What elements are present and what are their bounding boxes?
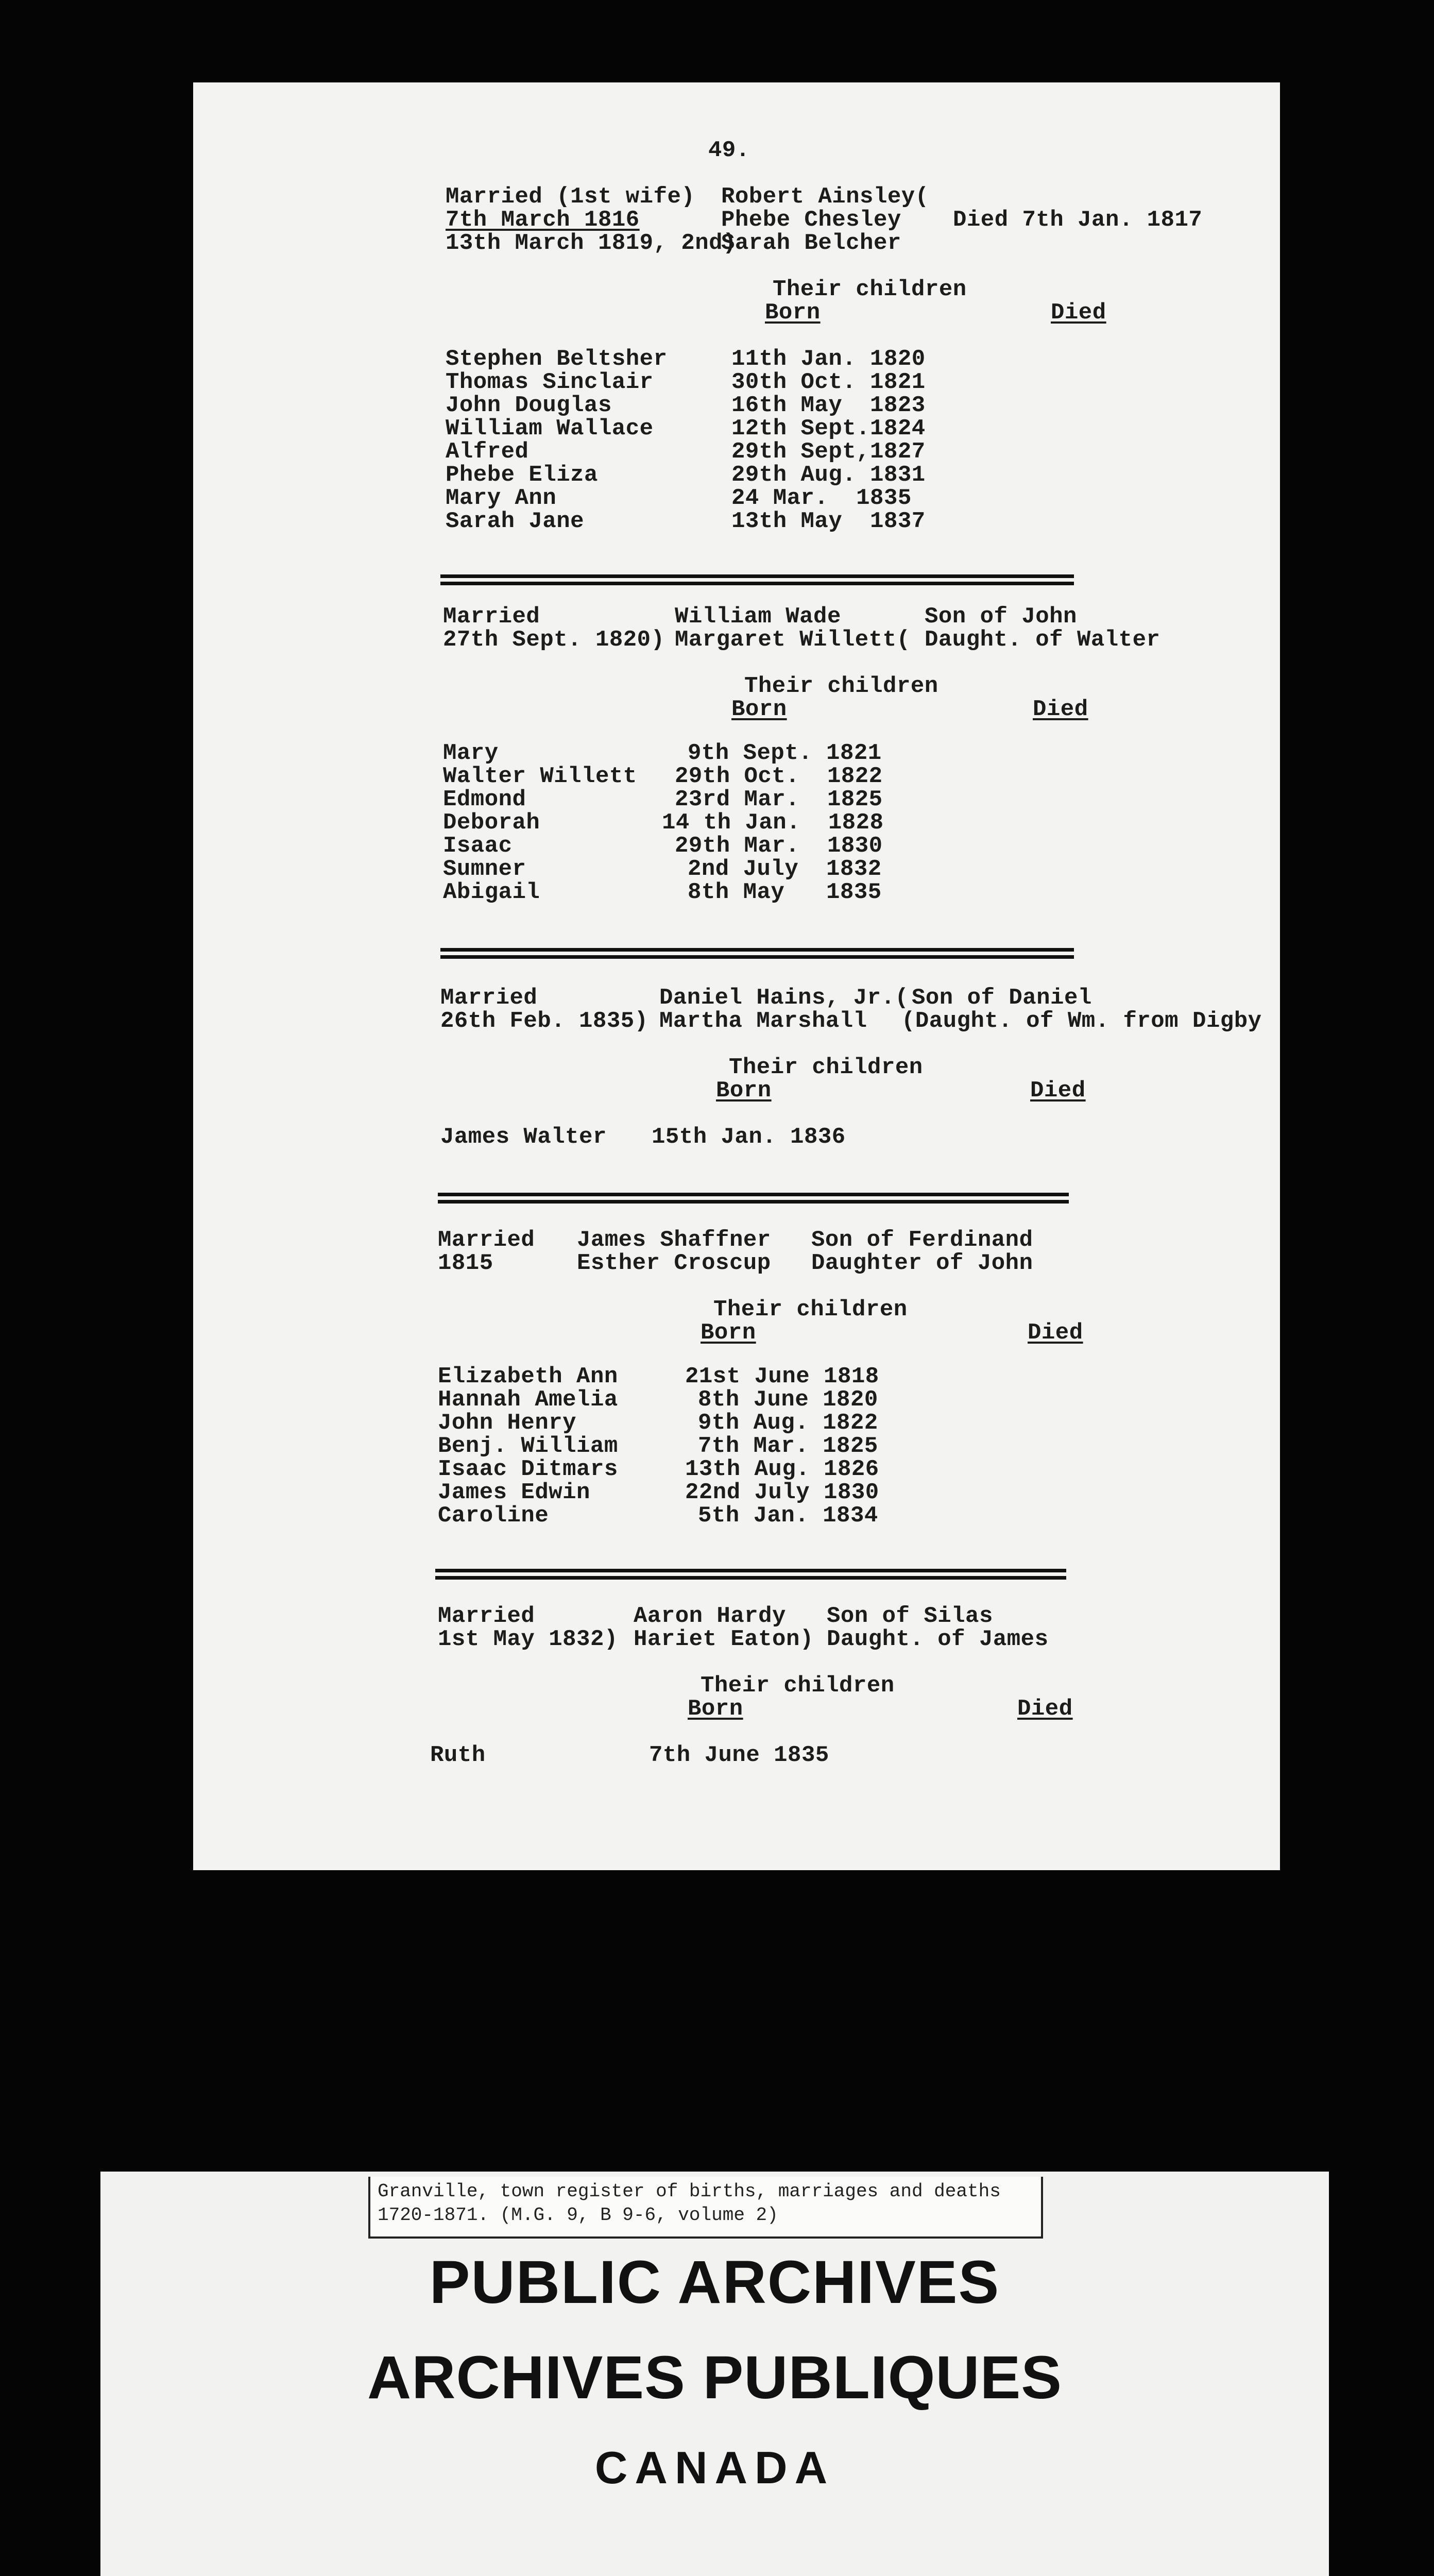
- catalog-slip: [368, 2177, 1043, 2239]
- marriage-date: 7th March 1816: [446, 207, 640, 233]
- child-name: Abigail: [443, 879, 540, 905]
- married-label: Married: [438, 1227, 535, 1253]
- groom-name: James Shaffner: [577, 1227, 771, 1253]
- child-name: Stephen Beltsher: [446, 346, 668, 372]
- archive-country: CANADA: [594, 2442, 835, 2493]
- child-name: William Wallace: [446, 416, 654, 442]
- child-name: James Walter: [440, 1124, 607, 1150]
- child-name: Walter Willett: [443, 764, 637, 789]
- born-column-header: Born: [765, 300, 821, 326]
- section-divider: [440, 574, 1074, 585]
- child-name: Elizabeth Ann: [438, 1364, 618, 1389]
- born-column-header: Born: [731, 697, 787, 722]
- child-name: Thomas Sinclair: [446, 369, 654, 395]
- section-divider: [438, 1193, 1069, 1204]
- slip-line-2: 1720-1871. (M.G. 9, B 9-6, volume 2): [378, 2205, 778, 2226]
- groom-name: Robert Ainsley(: [721, 184, 929, 210]
- died-column-header: Died: [1030, 1078, 1086, 1104]
- child-born: 12th Sept.1824: [731, 416, 926, 442]
- children-heading: Their children: [773, 277, 967, 302]
- children-heading: Their children: [729, 1055, 923, 1080]
- child-name: Sumner: [443, 856, 526, 882]
- marriage-date: 1815: [438, 1250, 493, 1276]
- groom-name: Daniel Hains, Jr.(: [659, 985, 909, 1011]
- bride-parent: Daughter of John: [811, 1250, 1033, 1276]
- child-born: 8th May 1835: [688, 879, 882, 905]
- child-born: 5th Jan. 1834: [698, 1503, 878, 1529]
- groom-name: Aaron Hardy: [634, 1603, 786, 1629]
- child-born: 9th Sept. 1821: [688, 740, 882, 766]
- died-column-header: Died: [1033, 697, 1088, 722]
- married-label: Married (1st wife): [446, 184, 695, 210]
- child-born: 7th Mar. 1825: [698, 1433, 878, 1459]
- child-born: 29th Sept,1827: [731, 439, 926, 465]
- born-column-header: Born: [688, 1696, 743, 1722]
- groom-name: William Wade: [675, 604, 841, 630]
- groom-parent: Son of John: [925, 604, 1077, 630]
- bride-name: Hariet Eaton): [634, 1626, 814, 1652]
- child-name: Mary: [443, 740, 499, 766]
- child-born: 29th Aug. 1831: [731, 462, 926, 488]
- child-born: 23rd Mar. 1825: [675, 787, 883, 812]
- slip-line-1: Granville, town register of births, marriages and deaths: [378, 2181, 1001, 2202]
- died-column-header: Died: [1017, 1696, 1073, 1722]
- child-born: 7th June 1835: [649, 1742, 829, 1768]
- child-born: 13th Aug. 1826: [685, 1456, 879, 1482]
- child-name: Benj. William: [438, 1433, 618, 1459]
- child-name: Phebe Eliza: [446, 462, 598, 488]
- second-bride-name: Sarah Belcher: [721, 230, 901, 256]
- child-born: 30th Oct. 1821: [731, 369, 926, 395]
- child-name: John Douglas: [446, 393, 612, 418]
- section-divider: [435, 1569, 1066, 1580]
- register-page: [193, 82, 1280, 1870]
- married-label: Married: [443, 604, 540, 630]
- child-born: 14 th Jan. 1828: [662, 810, 884, 836]
- groom-parent: Son of Daniel: [912, 985, 1092, 1011]
- children-heading: Their children: [744, 673, 938, 699]
- child-born: 11th Jan. 1820: [731, 346, 926, 372]
- child-name: Sarah Jane: [446, 509, 585, 534]
- death-note: Died 7th Jan. 1817: [953, 207, 1203, 233]
- child-born: 29th Oct. 1822: [675, 764, 883, 789]
- page-number: 49.: [708, 138, 750, 163]
- bride-parent: (Daught. of Wm. from Digby: [901, 1008, 1262, 1034]
- married-label: Married: [438, 1603, 535, 1629]
- child-born: 16th May 1823: [731, 393, 926, 418]
- child-name: Edmond: [443, 787, 526, 812]
- died-column-header: Died: [1028, 1320, 1083, 1346]
- groom-parent: Son of Silas: [827, 1603, 993, 1629]
- children-heading: Their children: [713, 1297, 908, 1323]
- section-divider: [440, 948, 1074, 959]
- child-born: 21st June 1818: [685, 1364, 879, 1389]
- bride-name: Esther Croscup: [577, 1250, 771, 1276]
- archive-title-french: ARCHIVES PUBLIQUES: [367, 2344, 1062, 2412]
- second-marriage-date: 13th March 1819, 2nd): [446, 230, 737, 256]
- marriage-date: 1st May 1832): [438, 1626, 618, 1652]
- marriage-date: 26th Feb. 1835): [440, 1008, 648, 1034]
- child-born: 13th May 1837: [731, 509, 926, 534]
- born-column-header: Born: [716, 1078, 772, 1104]
- marriage-date: 27th Sept. 1820): [443, 627, 665, 653]
- child-name: Alfred: [446, 439, 529, 465]
- child-name: Hannah Amelia: [438, 1387, 618, 1413]
- bride-parent: Daught. of James: [827, 1626, 1049, 1652]
- child-name: Caroline: [438, 1503, 549, 1529]
- child-born: 15th Jan. 1836: [652, 1124, 846, 1150]
- children-heading: Their children: [701, 1673, 895, 1699]
- married-label: Married: [440, 985, 538, 1011]
- child-born: 29th Mar. 1830: [675, 833, 883, 859]
- child-born: 24 Mar. 1835: [731, 485, 912, 511]
- child-name: Mary Ann: [446, 485, 557, 511]
- bride-parent: Daught. of Walter: [925, 627, 1160, 653]
- archive-title-english: PUBLIC ARCHIVES: [429, 2248, 1000, 2316]
- child-born: 8th June 1820: [698, 1387, 878, 1413]
- child-name: Deborah: [443, 810, 540, 836]
- child-name: John Henry: [438, 1410, 577, 1436]
- child-born: 2nd July 1832: [688, 856, 882, 882]
- groom-parent: Son of Ferdinand: [811, 1227, 1033, 1253]
- child-name: Isaac Ditmars: [438, 1456, 618, 1482]
- bride-name: Margaret Willett(: [675, 627, 911, 653]
- child-name: James Edwin: [438, 1480, 590, 1505]
- child-born: 22nd July 1830: [685, 1480, 879, 1505]
- child-name: Isaac: [443, 833, 513, 859]
- born-column-header: Born: [701, 1320, 756, 1346]
- bride-name: Phebe Chesley: [721, 207, 901, 233]
- bride-name: Martha Marshall: [659, 1008, 867, 1034]
- child-born: 9th Aug. 1822: [698, 1410, 878, 1436]
- died-column-header: Died: [1051, 300, 1106, 326]
- archive-label-card: [100, 2172, 1329, 2576]
- child-name: Ruth: [430, 1742, 486, 1768]
